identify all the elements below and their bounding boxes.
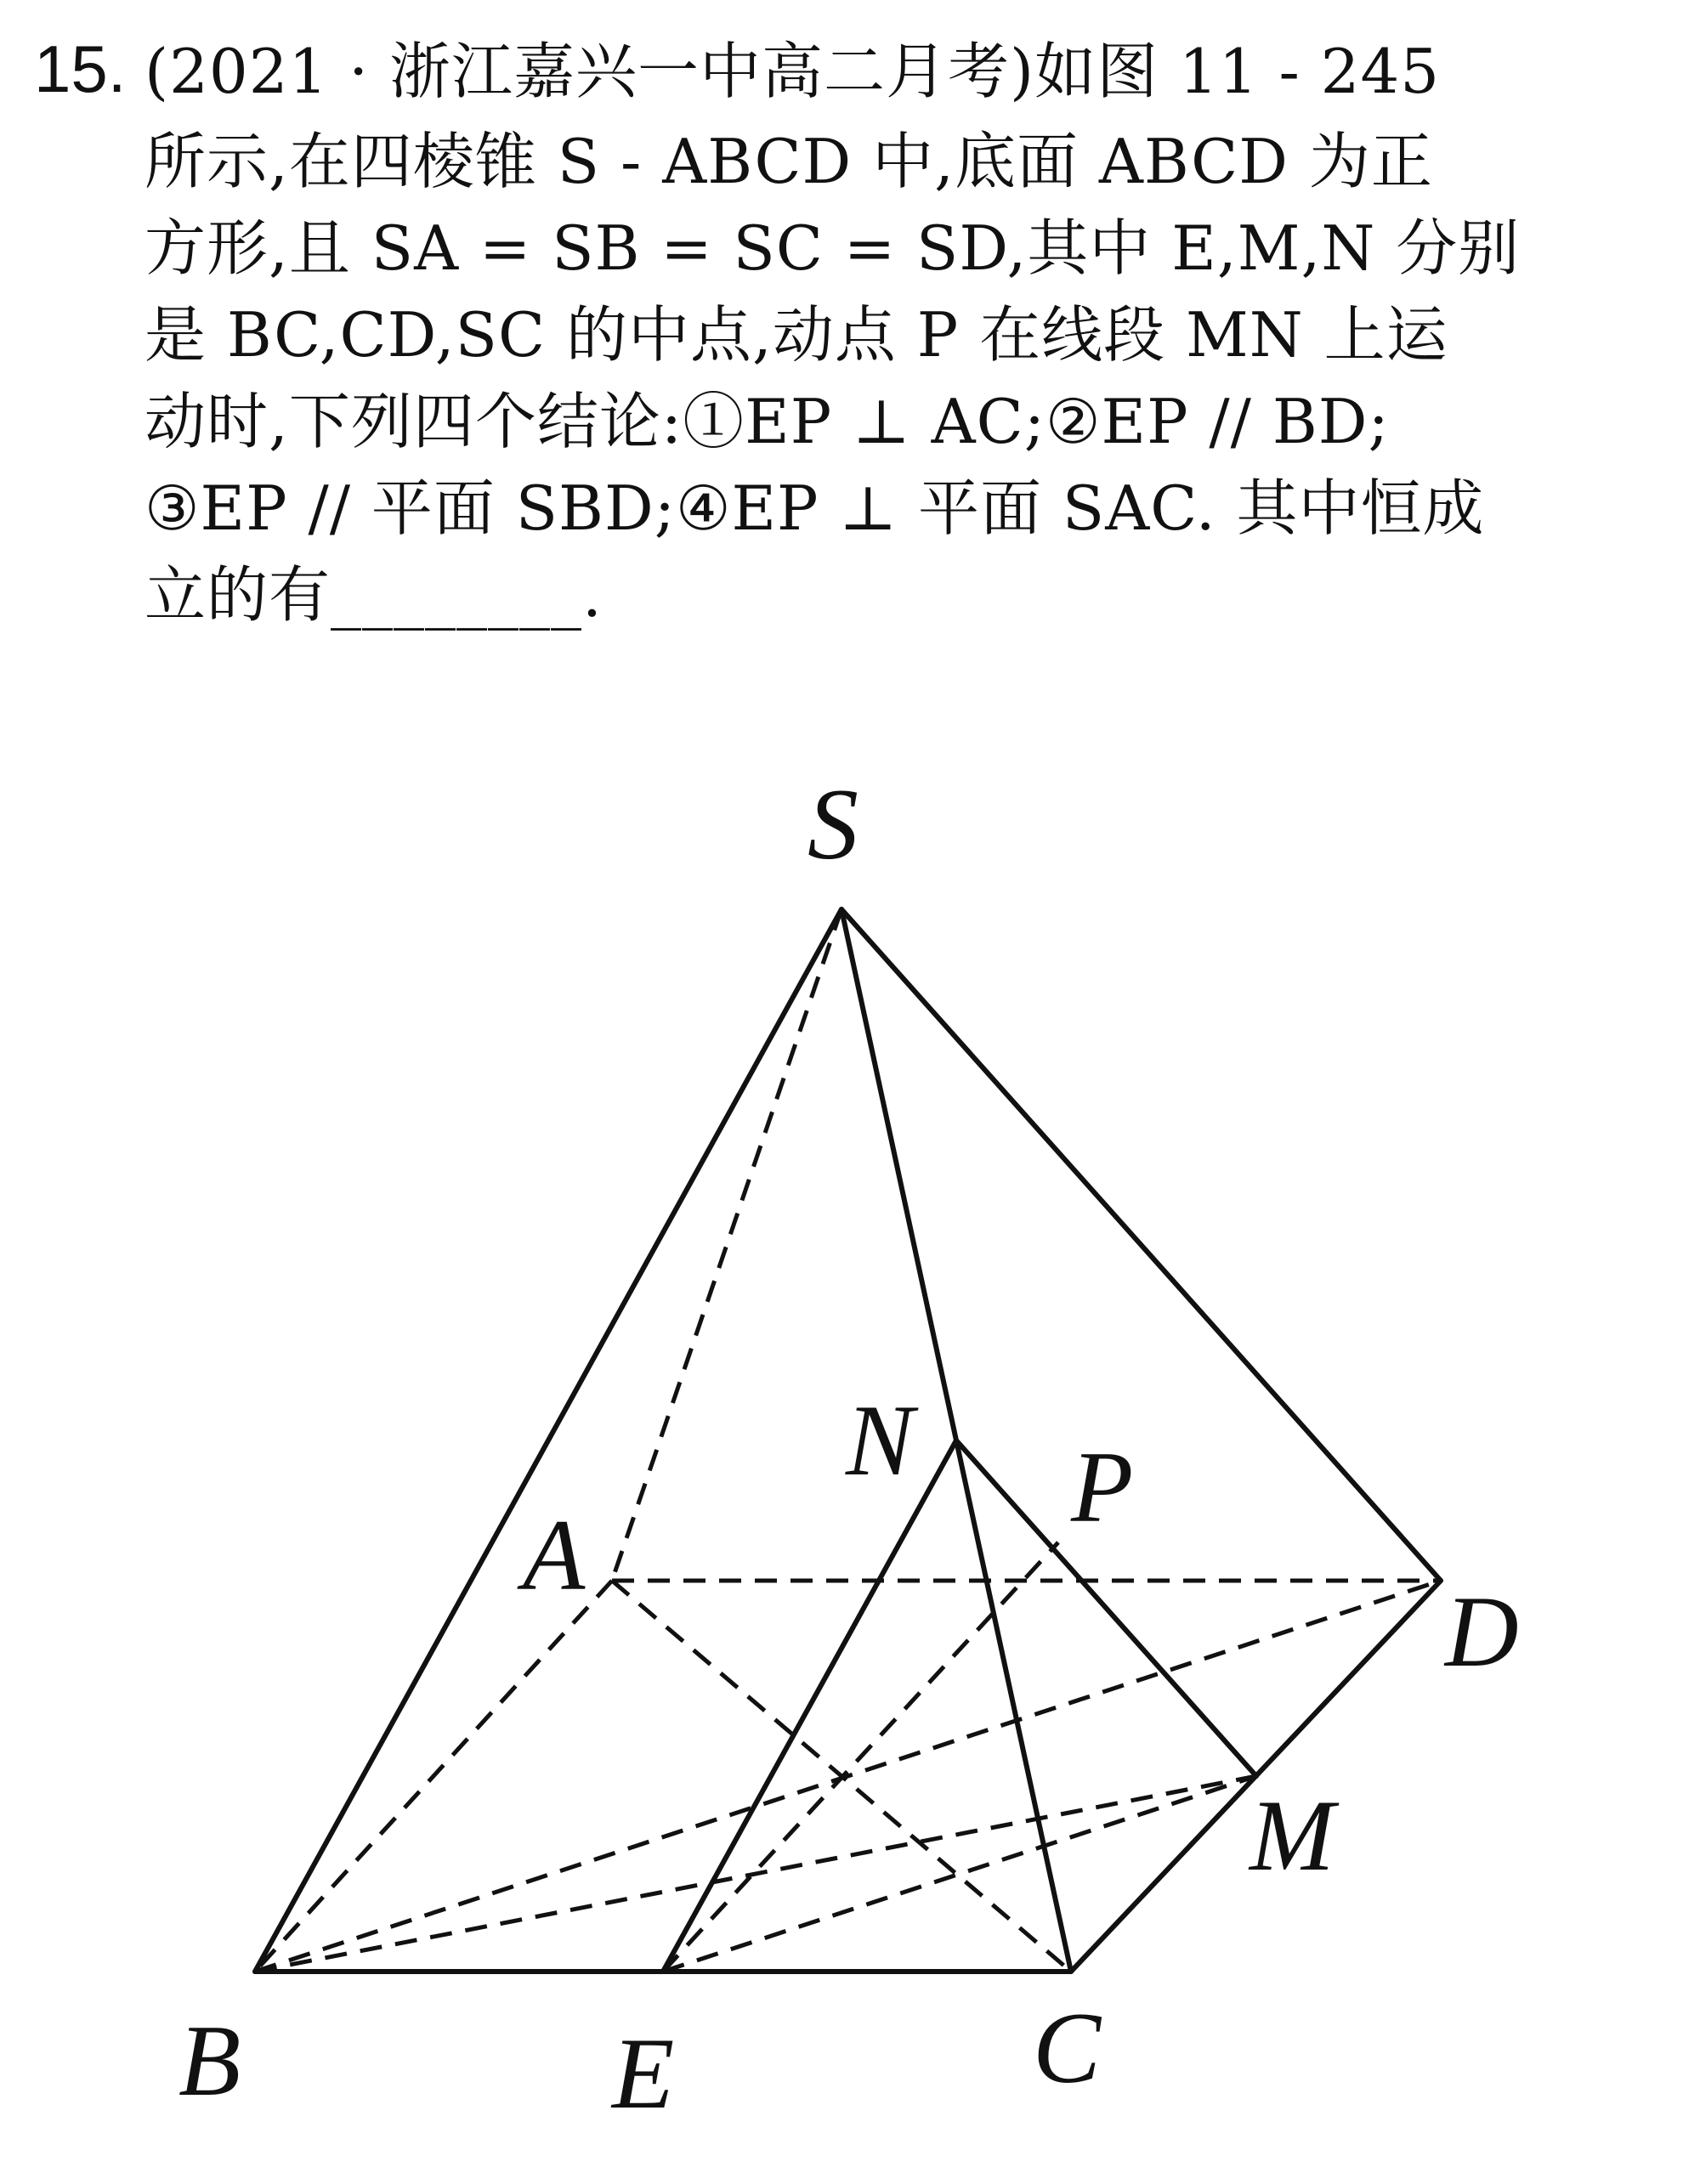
label-a: A: [523, 1498, 586, 1611]
label-s: S: [808, 767, 858, 880]
segment-ep: [663, 1542, 1058, 1972]
label-m: M: [1250, 1779, 1334, 1892]
edge-sd: [842, 909, 1441, 1581]
problem-number: 15.: [34, 31, 127, 106]
segment-en: [663, 1440, 956, 1972]
label-p: P: [1071, 1430, 1134, 1543]
label-n: N: [846, 1383, 915, 1497]
problem-line-5: 动时,下列四个结论:①EP ⊥ AC;②EP // BD;: [144, 386, 1390, 457]
problem-line-6: ③EP // 平面 SBD;④EP ⊥ 平面 SAC. 其中恒成: [144, 472, 1485, 544]
problem-line-4: 是 BC,CD,SC 的中点,动点 P 在线段 MN 上运: [144, 299, 1448, 371]
problem-line-7: 立的有________.: [144, 559, 603, 631]
label-e: E: [612, 2017, 675, 2130]
problem-line-1: (2021 · 浙江嘉兴一中高二月考)如图 11 - 245: [144, 36, 1441, 107]
problem-line-3: 方形,且 SA = SB = SC = SD,其中 E,M,N 分别: [144, 212, 1521, 284]
edge-sa: [612, 909, 842, 1581]
label-d: D: [1445, 1575, 1519, 1688]
label-b: B: [178, 2004, 241, 2117]
problem-line-2: 所示,在四棱锥 S - ABCD 中,底面 ABCD 为正: [144, 126, 1433, 197]
label-c: C: [1033, 1991, 1102, 2104]
